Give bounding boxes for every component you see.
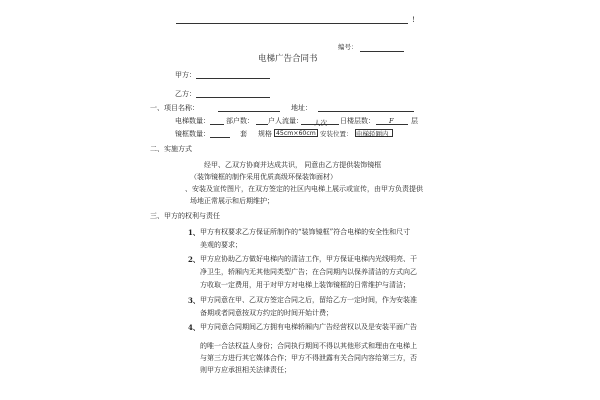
- floors-label: 日楼层数：: [340, 117, 375, 125]
- elevator-count-label: 电梯数量：: [175, 117, 210, 125]
- header-rule: [176, 23, 408, 24]
- traffic-unit: 人次: [314, 119, 327, 127]
- section2-line2: （装饰镜框的制作采用优质高级环保装饰面材）: [190, 173, 337, 181]
- item-line: 甲方同意在甲、乙双方签定合同之后，留给乙方一定时间，作为安装准: [200, 296, 417, 304]
- section2-line1: 经甲、乙双方协商并达成共识， 同意由乙方提供装饰镜框: [204, 161, 382, 169]
- corner-mark: !: [412, 16, 415, 24]
- section3-heading: 三、甲方的权利与责任: [150, 212, 220, 220]
- item-line: 甲方同意合同期间乙方拥有电梯轿厢内广告经营权以及是安装平面广告: [200, 323, 417, 331]
- item-line: 与第三方进行其它媒体合作；甲方不得泄露有关合同内容给第三方，否: [200, 354, 417, 362]
- mirror-unit: 套: [240, 130, 247, 138]
- item-line: 美观的要求；: [200, 241, 242, 249]
- spec-label: 规格: [258, 130, 272, 138]
- party-a-field[interactable]: [196, 78, 270, 79]
- item-number: 2、: [188, 255, 200, 264]
- item-line: 甲方应协助乙方做好电梯内的清洁工作，甲方保证电梯内光线明亮、干: [200, 255, 417, 263]
- party-b-label: 乙方：: [175, 90, 196, 98]
- traffic-label: 户人流量：: [268, 117, 303, 125]
- units-label: 部户数：: [226, 117, 254, 125]
- party-a-label: 甲方：: [175, 71, 196, 79]
- install-value: 电梯轿厢内: [356, 130, 389, 138]
- item-line: 方收取一定费用，用于对甲方对电梯上装饰镜框的日常维护与清洁；: [200, 281, 410, 289]
- item-line: 则甲方应承担相关法律责任；: [200, 366, 291, 374]
- units-field[interactable]: [256, 124, 268, 125]
- project-name-field[interactable]: [218, 111, 280, 112]
- address-field[interactable]: [318, 111, 414, 112]
- address-label: 地址：: [291, 104, 312, 112]
- elevator-count-field[interactable]: [210, 124, 224, 125]
- party-b-field[interactable]: [196, 97, 270, 98]
- mirror-count-label: 镜框数量：: [175, 130, 210, 138]
- item-number: 3、: [188, 296, 200, 305]
- page-title: 电梯广告合同书: [258, 54, 318, 64]
- floors-value: F: [389, 117, 394, 125]
- section2-line4: 场地正常展示和后期维护；: [190, 197, 274, 205]
- item-number: 4、: [188, 323, 200, 332]
- section2-heading: 二、实施方式: [150, 145, 192, 153]
- item-line: 净卫生，轿厢内无其他同类型广告；在合同期内以保养清洁的方式向乙: [200, 268, 417, 276]
- install-label: 安装位置：: [320, 130, 353, 138]
- mirror-count-field[interactable]: [210, 137, 230, 138]
- number-label: 编号：: [338, 43, 358, 51]
- number-field[interactable]: [360, 51, 404, 52]
- item-line: 备期或者同意按双方约定的时间开始计费；: [200, 309, 333, 317]
- section2-line3: 、安装及宣传图片，在双方签定的社区内电梯上展示或宣传，由甲方负责提供: [185, 185, 423, 193]
- item-line: 的唯一合法权益人身份；合同执行期间不得以其他形式和理由在电梯上: [200, 342, 417, 350]
- floors-unit: 层: [411, 117, 418, 125]
- section1-heading: 一、项目名称：: [150, 104, 199, 112]
- spec-value: 45cm×60cm: [276, 130, 316, 137]
- item-number: 1、: [188, 228, 200, 237]
- item-line: 甲方有权要求乙方保证所制作的“装饰镜框”符合电梯的安全性和尺寸: [200, 228, 411, 236]
